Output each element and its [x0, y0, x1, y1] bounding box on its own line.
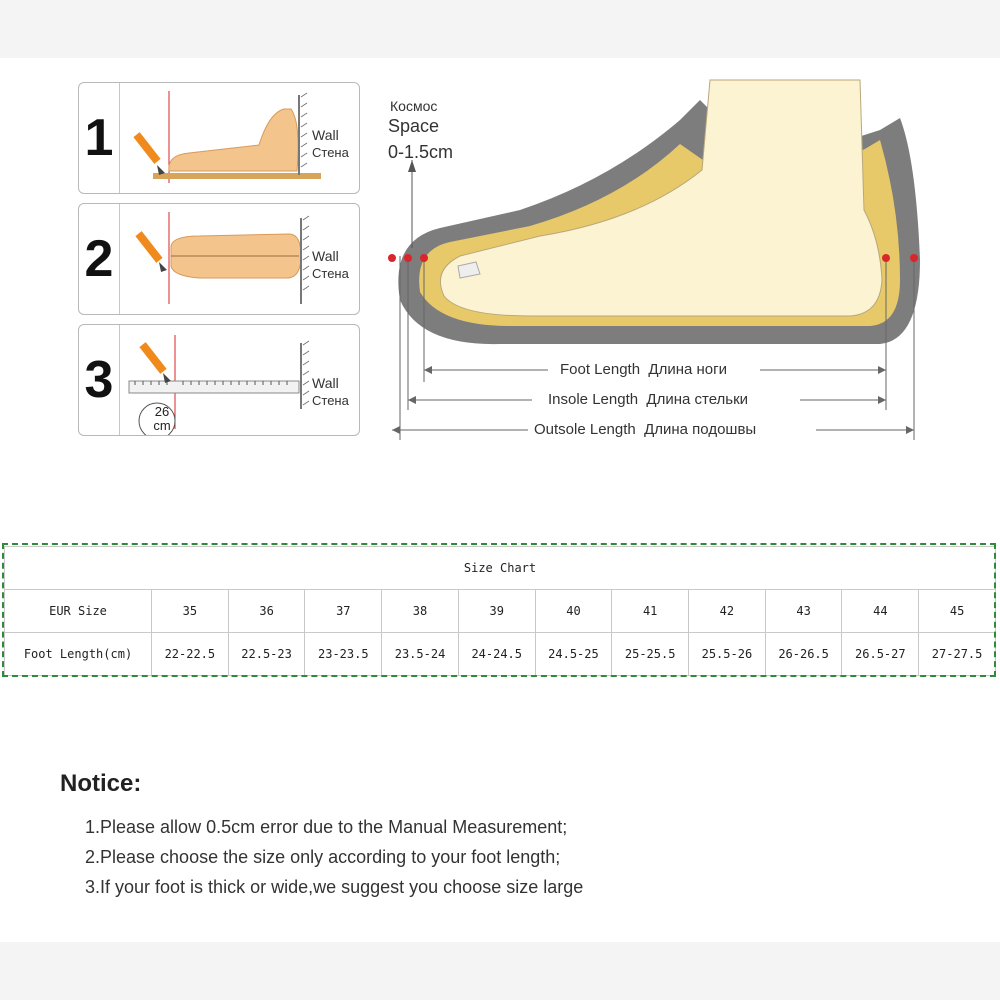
pencil-icon	[139, 342, 171, 383]
eur-size-cell: 38	[382, 590, 459, 633]
foot-length-cell: 26-26.5	[765, 633, 842, 676]
foot-length-label	[560, 361, 727, 378]
space-range	[388, 142, 453, 163]
foot-length-cell: 24.5-25	[535, 633, 612, 676]
ruler-reading	[145, 405, 179, 433]
wall-label-en: Wall	[312, 248, 339, 264]
wall-label	[312, 248, 349, 282]
measure-step-1	[78, 82, 360, 194]
insole-length-ru: Длина стельки	[646, 391, 749, 408]
ruler-value: 26	[154, 404, 170, 419]
wall-label-ru: Стена	[312, 145, 349, 160]
eur-size-cell: 44	[842, 590, 919, 633]
pencil-icon	[133, 132, 165, 175]
marker-outsole-heel	[910, 254, 918, 262]
row-header-eur: EUR Size	[5, 590, 152, 633]
wall-label-en: Wall	[312, 127, 339, 143]
notice-item: 2.Please choose the size only according to your foot length;	[85, 847, 561, 867]
wall-label	[312, 375, 349, 409]
size-chart-table	[4, 546, 996, 676]
eur-size-cell: 36	[228, 590, 305, 633]
space-range-value: 0-1.5	[388, 142, 430, 162]
foot-length-cell: 24-24.5	[458, 633, 535, 676]
step-number: 1	[79, 83, 120, 193]
row-header-foot-length: Foot Length(cm)	[5, 633, 152, 676]
size-chart-title: Size Chart	[5, 547, 996, 590]
foot-length-cell: 26.5-27	[842, 633, 919, 676]
marker-insole-toe	[404, 254, 412, 262]
step-number: 2	[79, 204, 120, 314]
eur-size-cell: 39	[458, 590, 535, 633]
foot-length-row	[5, 633, 996, 676]
eur-size-cell: 37	[305, 590, 382, 633]
outsole-length-en: Outsole Length	[534, 421, 636, 438]
outsole-length-ru: Длина подошвы	[644, 421, 757, 438]
bottom-band	[0, 942, 1000, 1000]
eur-size-cell: 43	[765, 590, 842, 633]
insole-length-label	[548, 391, 748, 408]
foot-length-cell: 23-23.5	[305, 633, 382, 676]
insole-length-en: Insole Length	[548, 391, 639, 408]
wall-label	[312, 127, 349, 161]
foot-outline	[440, 80, 882, 316]
foot-length-cell: 25.5-26	[689, 633, 766, 676]
step-number: 3	[79, 325, 120, 435]
wall-label-ru: Стена	[312, 393, 349, 408]
foot-length-cell: 22.5-23	[228, 633, 305, 676]
eur-size-cell: 45	[919, 590, 996, 633]
wall-label-ru: Стена	[312, 266, 349, 281]
pencil-icon	[135, 231, 167, 272]
foot-length-cell: 27-27.5	[919, 633, 996, 676]
notice-title: Notice:	[60, 770, 142, 797]
top-band	[0, 0, 1000, 58]
measure-step-2	[78, 203, 360, 315]
notice-item: 3.If your foot is thick or wide,we suggest you choose size large	[85, 877, 584, 897]
eur-size-cell: 40	[535, 590, 612, 633]
marker-outsole-toe	[388, 254, 396, 262]
eur-size-cell: 42	[689, 590, 766, 633]
space-label-en: Space	[388, 116, 440, 136]
eur-size-cell: 35	[152, 590, 229, 633]
eur-size-cell: 41	[612, 590, 689, 633]
wall-label-en: Wall	[312, 375, 339, 391]
foot-length-en: Foot Length	[560, 361, 641, 378]
marker-foot-toe	[420, 254, 428, 262]
outsole-length-label	[534, 421, 756, 438]
measure-step-3	[78, 324, 360, 436]
foot-length-cell: 23.5-24	[382, 633, 459, 676]
space-label-ru: Космос	[390, 98, 438, 114]
marker-foot-heel	[882, 254, 890, 262]
foot-length-cell: 25-25.5	[612, 633, 689, 676]
foot-length-ru: Длина ноги	[648, 361, 727, 378]
space-range-unit: cm	[429, 142, 454, 162]
foot-length-cell: 22-22.5	[152, 633, 229, 676]
ruler-unit: cm	[153, 418, 171, 433]
notice-item: 1.Please allow 0.5cm error due to the Manual Measurement;	[85, 817, 568, 837]
eur-size-row	[5, 590, 996, 633]
